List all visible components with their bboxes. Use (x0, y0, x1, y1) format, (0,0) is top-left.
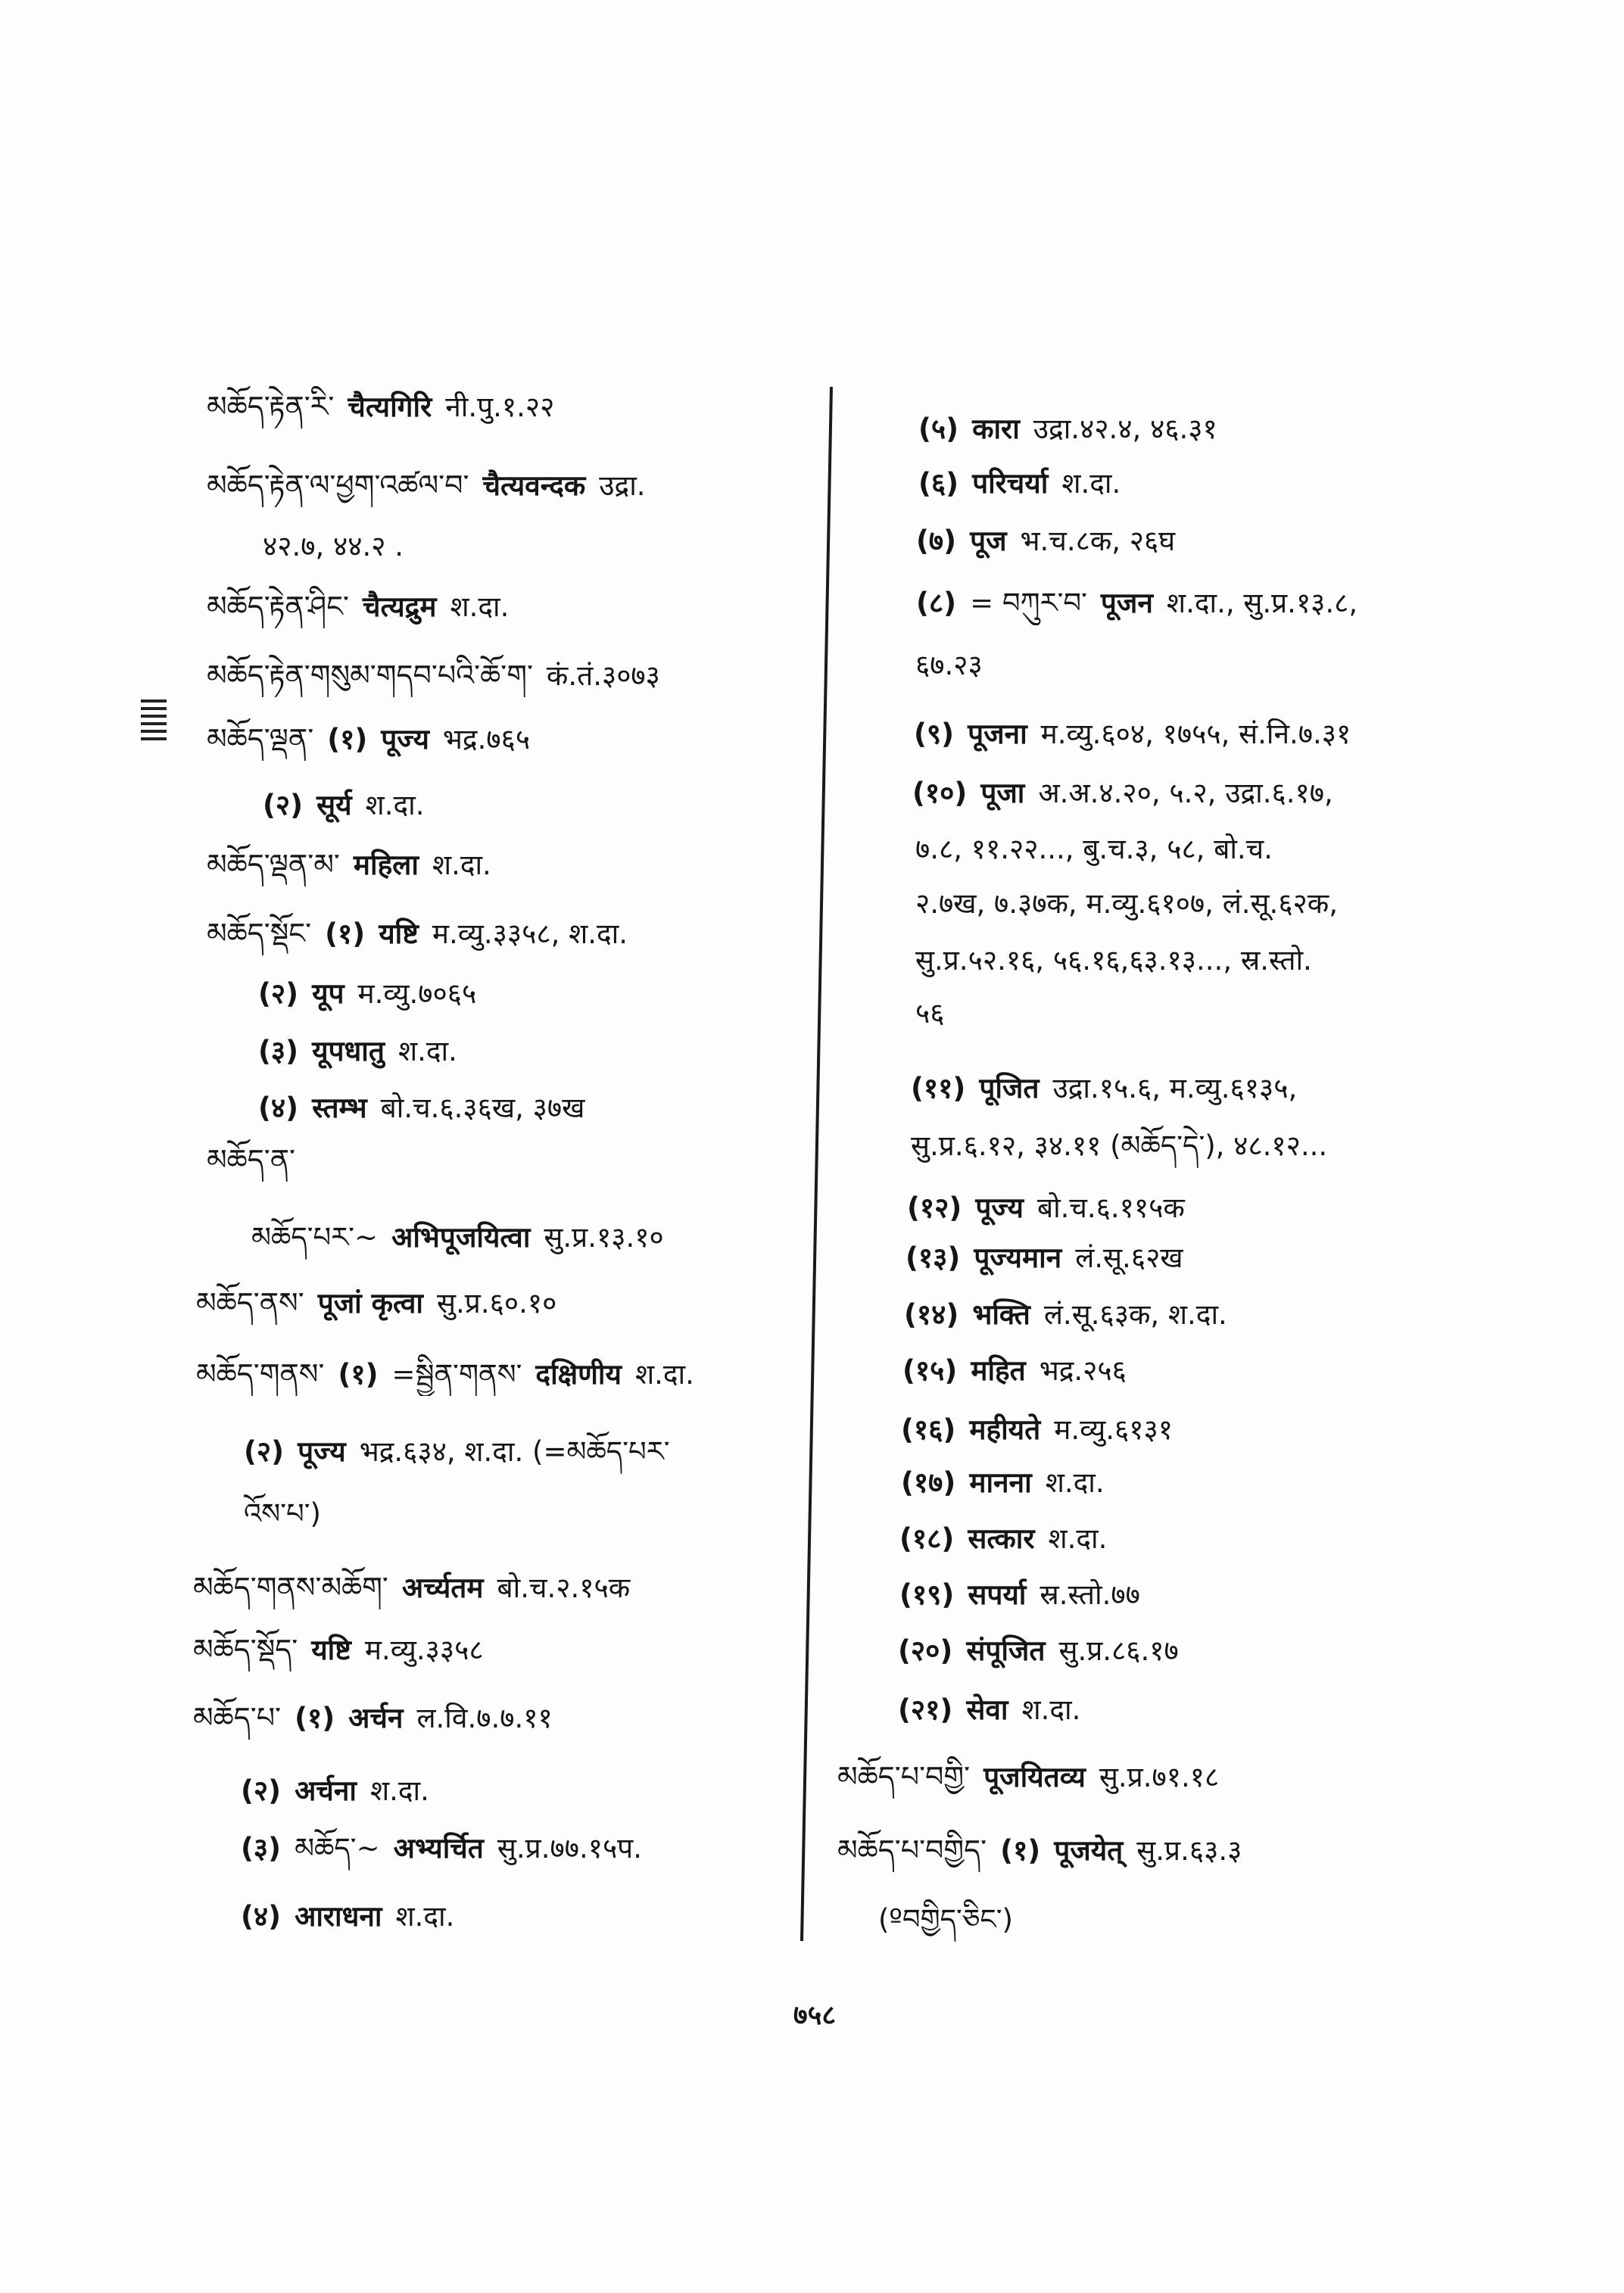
tibetan-headword: མཆོད་པ་ (193, 1701, 282, 1734)
entry-line (251, 1217, 678, 1260)
sense-number: (१) (295, 1702, 335, 1734)
sanskrit-term: अभिपूजयित्वा (391, 1221, 531, 1254)
source-reference: श.दा. (1045, 1466, 1105, 1499)
entry-line (915, 829, 1286, 871)
source-reference: श.दा. (1048, 1522, 1108, 1555)
sanskrit-term: स्तम्भ (312, 1092, 367, 1124)
source-reference: लं.सू.६२ख (1075, 1242, 1183, 1274)
sense-number: (५) (918, 413, 959, 445)
sense-number: (३) (241, 1832, 282, 1865)
sanskrit-term: पूजा (980, 777, 1025, 809)
sanskrit-term: पूजना (968, 718, 1027, 750)
sense-number: (१६) (901, 1413, 956, 1446)
sense-number: (११) (911, 1072, 966, 1104)
sense-number: (१४) (904, 1298, 959, 1331)
sense-number: (९) (914, 718, 955, 750)
entry-line (899, 1575, 1154, 1617)
source-reference: स्र.स्तो.७७ (1040, 1578, 1140, 1611)
sanskrit-term: महिला (353, 849, 419, 881)
sanskrit-term: अभ्यर्चित (393, 1832, 484, 1865)
entry-line (907, 1188, 1199, 1230)
sanskrit-term: परिचर्या (972, 467, 1049, 500)
sense-number: (१) (325, 918, 366, 950)
entry-line (898, 1631, 1192, 1673)
entry-line (196, 1354, 708, 1396)
sense-number: (२१) (898, 1693, 953, 1726)
source-reference: २.७ख, ७.३७क, म.व्यु.६१०७, लं.सू.६२क, (915, 887, 1338, 920)
sense-number: (२) (241, 1774, 282, 1807)
tibetan-headword: མཆོད་གནས་ (196, 1357, 325, 1391)
entry-line (244, 1494, 335, 1536)
tibetan-headword: མཆོད་རྟེན་ལ་ཕྱག་འཚལ་བ་ (207, 469, 469, 502)
sanskrit-term: पूज्य (975, 1192, 1024, 1224)
entry-line (898, 1690, 1094, 1732)
source-reference: म.व्यु.६१३१ (1054, 1413, 1173, 1446)
page-number: ७५८ (793, 2000, 837, 2031)
sanskrit-term: पूजित (979, 1072, 1040, 1104)
tibetan-headword: མཆོད་སྡོང་ (207, 917, 312, 950)
tibetan-headword: མཆོད་ན་ (207, 1143, 296, 1176)
sanskrit-term: अर्च्यतम (401, 1572, 484, 1604)
entry-line (911, 1126, 1341, 1168)
entry-line (899, 1519, 1121, 1561)
tibetan-headword: མཆོད་རྟེན་ཤིང་ (207, 590, 349, 623)
source-reference: श.दा. (450, 590, 510, 623)
source-reference: बो.च.६.११५क (1036, 1192, 1185, 1224)
source-reference: ५६ (915, 997, 945, 1030)
sanskrit-term: आराधना (295, 1900, 382, 1933)
sanskrit-term: यष्टि (311, 1634, 351, 1666)
entry-line (207, 1139, 309, 1182)
sanskrit-term: पूज्यमान (974, 1242, 1062, 1274)
tibetan-headword: མཆོད་གནས་མཆོག་ (193, 1571, 388, 1604)
sense-number: (१९) (899, 1578, 955, 1611)
tibetan-equivalent: མཆོད་པར་~ (251, 1221, 379, 1254)
source-reference: म.व्यु.३३५८ (364, 1634, 484, 1666)
source-reference: सु.प्र.५२.१६, ५६.१६,६३.१३..., स्र.स्तो. (915, 944, 1312, 977)
source-reference: श.दा. (634, 1358, 694, 1391)
sanskrit-term: अर्चना (295, 1774, 357, 1807)
entry-line (263, 526, 417, 569)
tibetan-equivalent: =སྦྱིན་གནས་ (391, 1358, 522, 1391)
entry-line (916, 521, 1189, 563)
source-reference: सु.प्र.६.१२, ३४.११ (མཆོད་དེ་), ४८.१२... (911, 1129, 1328, 1162)
entry-line (241, 1771, 443, 1813)
sanskrit-term: महीयते (969, 1413, 1041, 1446)
entry-line (915, 645, 996, 687)
entry-line (193, 1697, 566, 1740)
sense-number: (६) (918, 467, 959, 500)
sense-number: (१) (1000, 1834, 1041, 1867)
entry-line (878, 1899, 1027, 1942)
source-reference: नी.पु.१.२२ (445, 391, 555, 423)
source-reference: लं.सू.६३क, श.दा. (1043, 1298, 1227, 1331)
sense-number: (७) (916, 525, 957, 557)
sanskrit-term: सूर्य (316, 789, 352, 821)
sanskrit-term: संपूजित (966, 1634, 1046, 1667)
entry-line (263, 785, 438, 827)
sanskrit-term: पूजयितव्य (983, 1761, 1086, 1793)
entry-line (914, 714, 1364, 756)
sanskrit-term: महित (971, 1354, 1026, 1387)
sense-number: (३) (258, 1035, 299, 1067)
tibetan-headword: མཆོད་པ་བགྱིད་ (837, 1833, 987, 1867)
entry-line (241, 1828, 656, 1871)
source-reference: श.दा. (365, 789, 425, 821)
entry-line (207, 844, 505, 886)
sense-number: (२०) (898, 1634, 953, 1667)
source-reference: सु.प्र.७७.१५प. (497, 1832, 642, 1865)
source-reference: सु.प्र.८६.१७ (1058, 1634, 1179, 1667)
source-reference: भद्र.७६५ (442, 723, 531, 756)
entry-line (902, 1351, 1140, 1393)
sense-number: (२) (258, 977, 299, 1010)
sense-number: (१५) (902, 1354, 958, 1387)
sanskrit-term: पूजन (1100, 587, 1153, 619)
source-reference: श.दा. (369, 1774, 429, 1807)
source-reference: बो.च.६.३६ख, ३७ख (380, 1092, 585, 1124)
entry-line (901, 1410, 1186, 1452)
sanskrit-term: पूजयेत् (1054, 1834, 1124, 1867)
entry-line (916, 583, 1371, 625)
sense-number: (१) (338, 1358, 379, 1391)
sense-number: (१) (327, 723, 368, 756)
source-reference: ७.८, ११.२२..., बु.च.३, ५८, बो.च. (915, 833, 1273, 865)
source-reference: འོས་པ་) (244, 1497, 321, 1530)
entry-line (906, 1238, 1197, 1280)
sense-number: (१०) (912, 777, 968, 809)
entry-line (901, 1463, 1118, 1505)
entry-line (915, 993, 958, 1036)
entry-line (241, 1896, 468, 1939)
entry-line (207, 465, 659, 507)
sanskrit-term: पूज्य (381, 723, 429, 756)
source-reference: ४२.७, ४४.२ . (263, 530, 404, 562)
tibetan-headword: མཆོད་རྟེན་རི་ (207, 390, 335, 423)
entry-line (193, 1567, 644, 1609)
entry-line (837, 1830, 1255, 1872)
source-reference: श.दा. (432, 849, 491, 881)
entry-line (904, 1294, 1241, 1337)
sense-number: (१७) (901, 1466, 956, 1499)
sanskrit-term: यूप (312, 977, 344, 1010)
tibetan-headword: མཆོད་ལྡན་མ་ (207, 848, 340, 881)
sense-number: (४) (258, 1092, 299, 1124)
sanskrit-term: चैत्यद्रुम (363, 590, 437, 623)
sense-number: (२) (244, 1435, 285, 1468)
sanskrit-term: सपर्या (968, 1578, 1027, 1611)
tibetan-headword: མཆོད་རྟེན་གསུམ་གདབ་པའི་ཆོ་ག་ (207, 659, 533, 692)
sanskrit-term: यष्टि (379, 918, 419, 950)
sense-number: (८) (916, 587, 957, 619)
source-reference: म.व्यु.७०६५ (357, 977, 477, 1010)
sanskrit-term: सत्कार (968, 1522, 1035, 1555)
sanskrit-term: सेवा (966, 1693, 1008, 1726)
sanskrit-term: भक्ति (972, 1298, 1030, 1331)
sense-number: (२) (263, 789, 304, 821)
tibetan-headword: མཆོད་ནས་ (196, 1286, 304, 1319)
tibetan-equivalent: མཆོད་~ (295, 1832, 380, 1865)
tibetan-headword: མཆོད་སྡོད་ (193, 1633, 298, 1666)
source-reference: श.दा. (1061, 467, 1121, 500)
sanskrit-term: पूज्य (298, 1435, 346, 1468)
source-reference: ल.वि.७.७.११ (416, 1702, 553, 1734)
source-reference: सु.प्र.६०.१० (437, 1287, 557, 1319)
source-reference: उद्रा. (599, 469, 646, 502)
sense-number: (१३) (906, 1242, 961, 1274)
sense-number: (१२) (907, 1192, 962, 1224)
source-reference: श.दा. (395, 1900, 455, 1933)
sanskrit-term: चैत्यगिरि (348, 391, 432, 423)
sanskrit-term: कारा (972, 413, 1020, 445)
entry-line (911, 1068, 1311, 1111)
sanskrit-term: दक्षिणीय (535, 1358, 622, 1391)
entry-line (918, 409, 1231, 451)
source-reference: बो.च.२.१५क (497, 1572, 631, 1604)
sanskrit-term: चैत्यवन्दक (482, 469, 586, 502)
entry-line (912, 773, 1347, 815)
source-reference: श.दा. (1021, 1693, 1081, 1726)
source-reference: भ.च.८क, २६घ (1020, 525, 1176, 557)
source-reference: श.दा. (397, 1035, 457, 1067)
entry-line (207, 913, 641, 955)
sense-number: (१८) (899, 1522, 955, 1555)
tibetan-headword: མཆོད་པ་བགྱི་ (837, 1760, 971, 1793)
entry-line (258, 1031, 471, 1073)
entry-line (196, 1282, 570, 1325)
sanskrit-term: मानना (969, 1466, 1032, 1499)
tibetan-equivalent: = བཀུར་བ་ (970, 587, 1087, 619)
sanskrit-term: अर्चन (348, 1702, 404, 1734)
source-reference: (ºབགྱིད་ཅིང་) (878, 1903, 1013, 1936)
source-reference: भद्र.६३४, श.दा. (=མཆོད་པར་ (359, 1435, 670, 1468)
source-reference: सु.प्र.७१.१८ (1099, 1761, 1220, 1793)
sanskrit-term: यूपधातु (312, 1035, 385, 1067)
entry-line (837, 1756, 1233, 1799)
source-reference: सु.प्र.६३.३ (1136, 1834, 1242, 1867)
entry-line (915, 883, 1351, 926)
source-reference: म.व्यु.३३५८, श.दा. (432, 918, 628, 950)
entry-line (207, 655, 674, 697)
source-reference: अ.अ.४.२०, ५.२, उद्रा.६.१७, (1038, 777, 1333, 809)
source-reference: भद्र.२५६ (1039, 1354, 1127, 1387)
source-reference: श.दा., सु.प्र.१३.८, (1166, 587, 1358, 619)
source-reference: कं.तं.३०७३ (546, 659, 660, 692)
entry-line (258, 974, 490, 1016)
entry-line (258, 1088, 598, 1130)
sense-number: (४) (241, 1900, 282, 1933)
entry-line (915, 940, 1326, 983)
entry-line (244, 1432, 684, 1474)
entry-line (207, 718, 544, 761)
tibetan-headword: མཆོད་ལྡན་ (207, 722, 314, 756)
source-reference: ६७.२३ (915, 649, 983, 681)
entry-line (918, 463, 1134, 506)
source-reference: उद्रा.१५.६, म.व्यु.६१३५, (1052, 1072, 1298, 1104)
entry-line (193, 1629, 497, 1671)
source-reference: उद्रा.४२.४, ४६.३१ (1033, 413, 1217, 445)
margin-index-tab (141, 699, 167, 746)
source-reference: म.व्यु.६०४, १७५५, सं.नि.७.३१ (1040, 718, 1351, 750)
sanskrit-term: पूजां कृत्वा (317, 1287, 424, 1319)
entry-line (207, 386, 568, 428)
sanskrit-term: पूज (970, 525, 1007, 557)
source-reference: सु.प्र.१३.१० (544, 1221, 664, 1254)
entry-line (207, 586, 522, 628)
